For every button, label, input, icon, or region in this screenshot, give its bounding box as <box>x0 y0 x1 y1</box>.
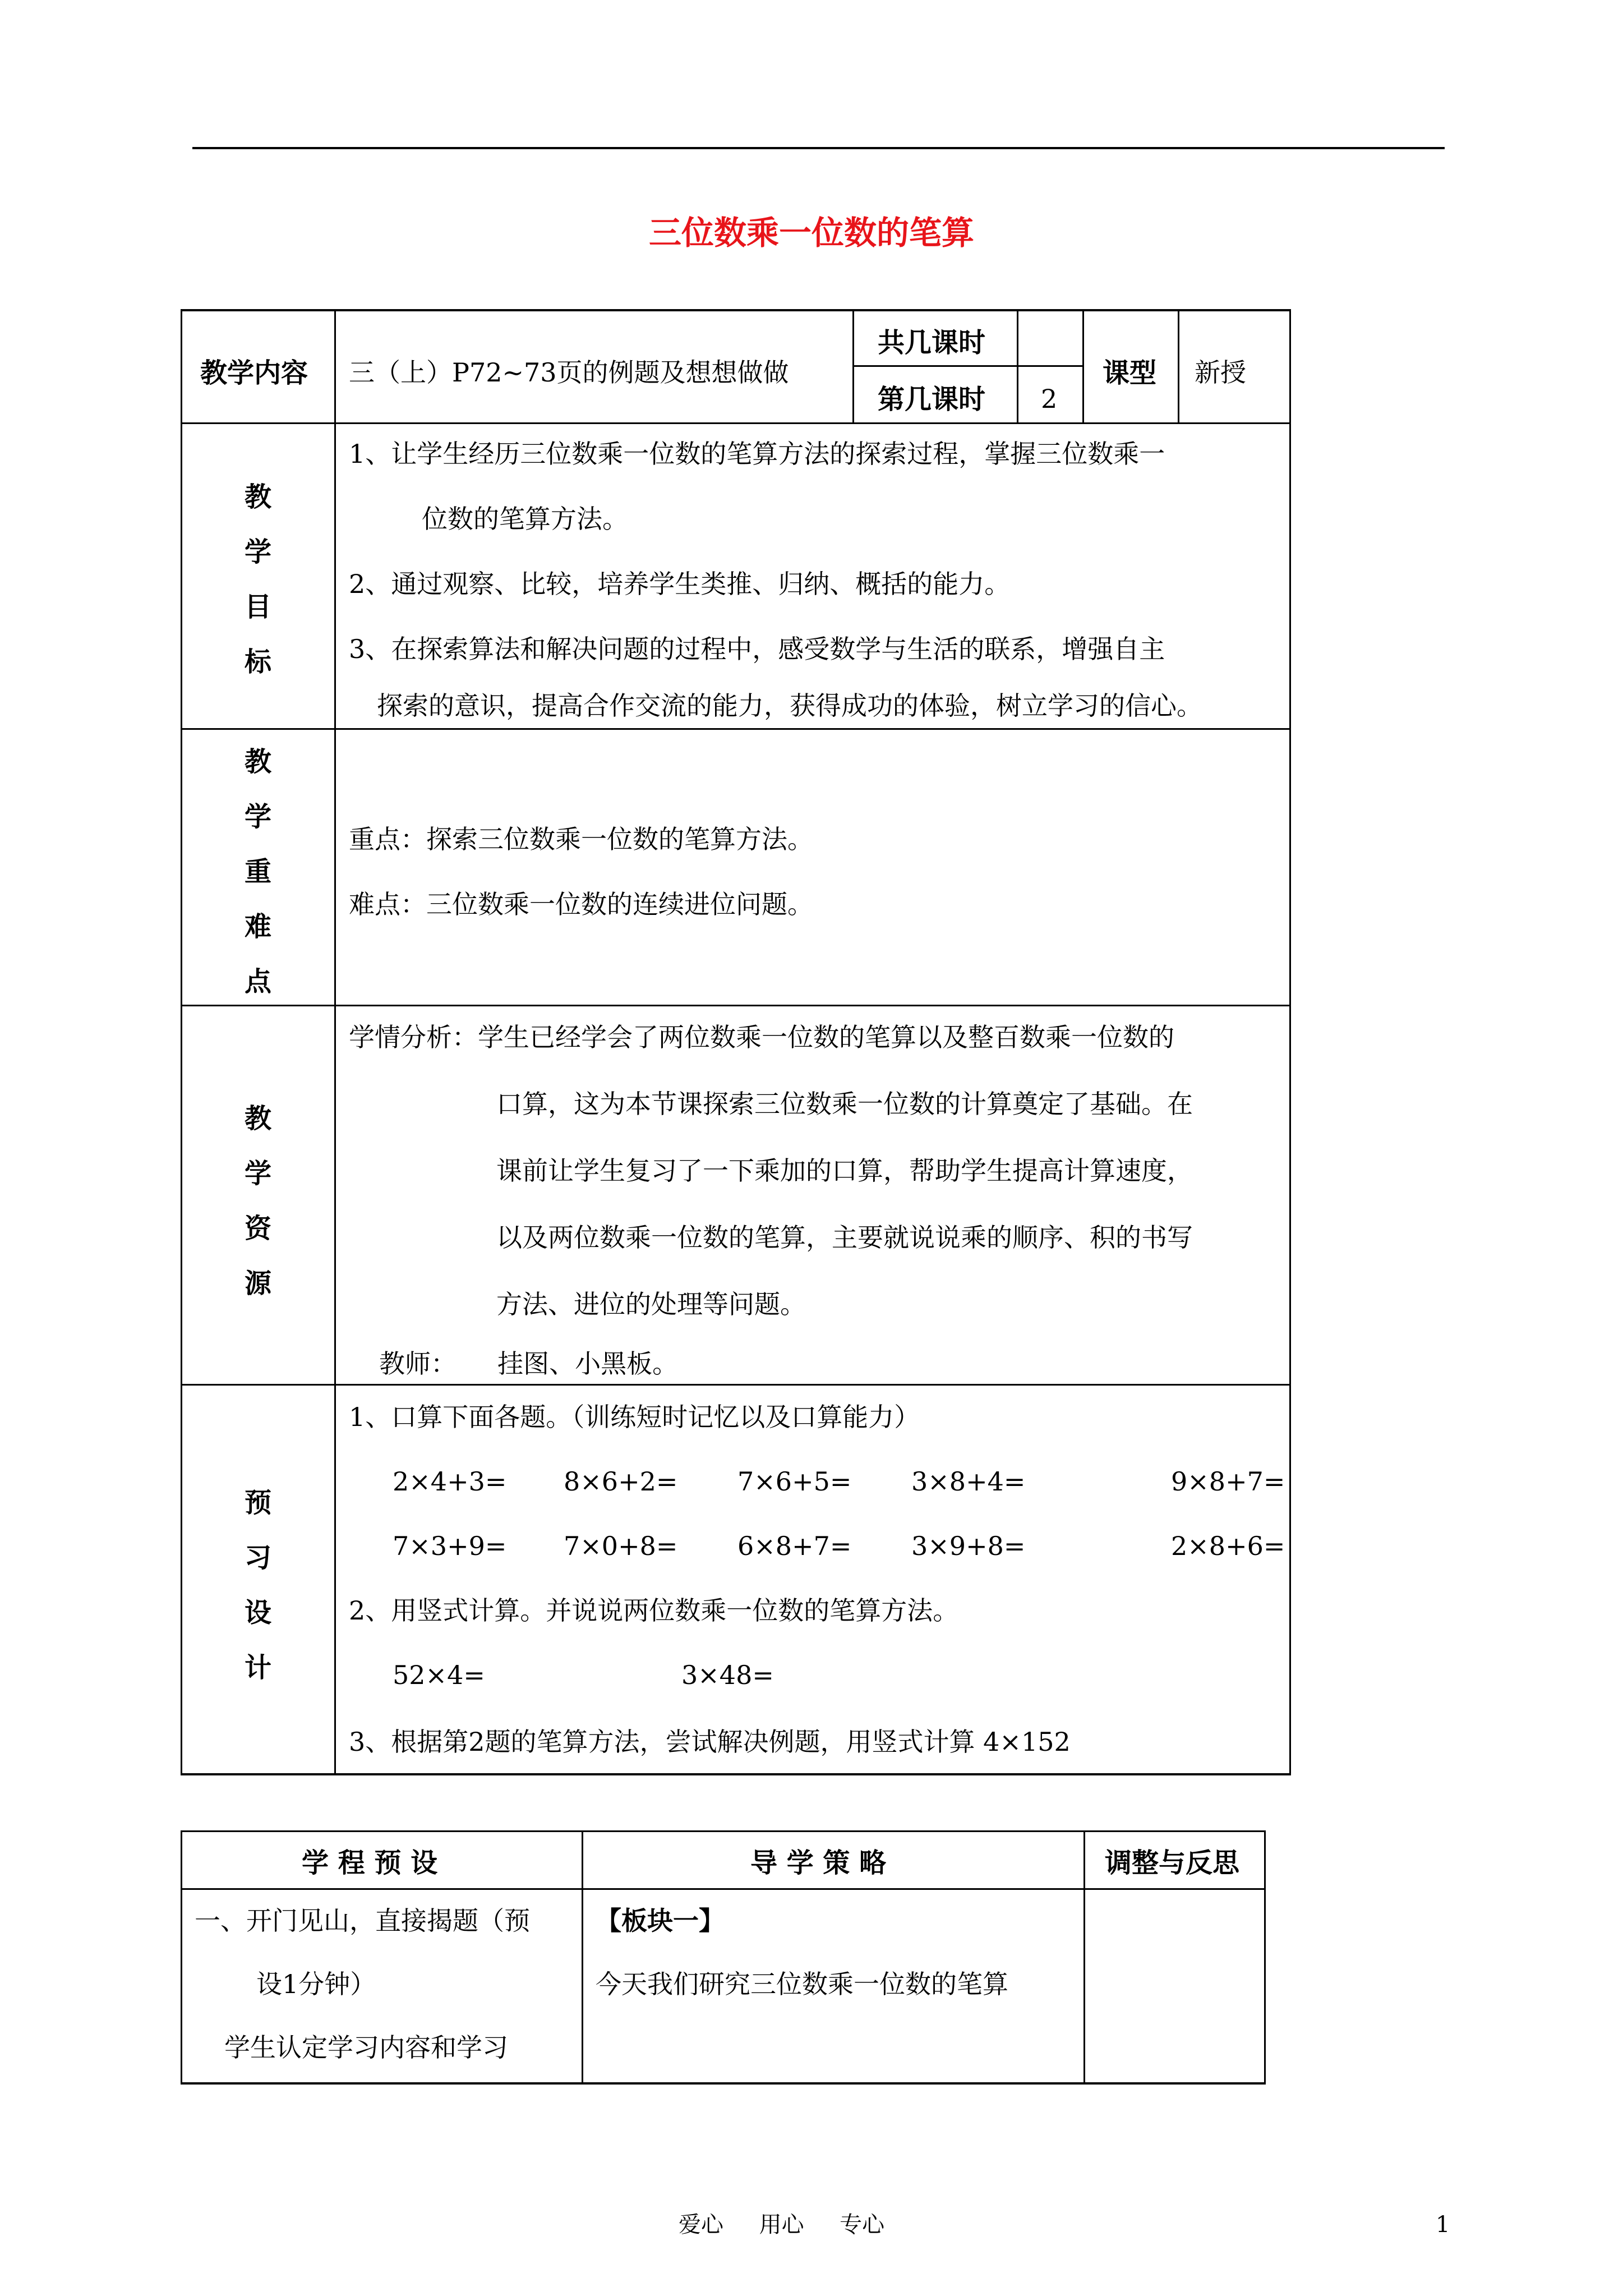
difficulty-text: 难点：三位数乘一位数的连续进位问题。 <box>349 889 813 919</box>
current-lesson-label: 第几课时 <box>878 384 986 415</box>
oral-calc: 7×3+9= <box>393 1531 507 1561</box>
strategy-line: 今天我们研究三位数乘一位数的笔算 <box>596 1969 1008 1999</box>
oral-calc: 6×8+7= <box>737 1531 852 1561</box>
header-guidance-strategy: 导 学 策 略 <box>750 1847 887 1879</box>
content-value: 三（上）P72~73页的例题及想想做做 <box>349 357 789 388</box>
process-line: 一、开门见山，直接揭题（预 <box>195 1906 530 1936</box>
lesson-type-label: 课型 <box>1103 357 1157 389</box>
vertical-calc: 52×4= <box>393 1660 485 1690</box>
vertical-calc: 3×48= <box>681 1660 774 1690</box>
oral-calc: 8×6+2= <box>564 1466 678 1497</box>
header-rule <box>192 147 1445 149</box>
page-number: 1 <box>1436 2212 1450 2238</box>
oral-calc: 2×4+3= <box>393 1466 507 1497</box>
header-learning-process: 学 程 预 设 <box>302 1847 438 1879</box>
preview-item-1: 1、口算下面各题。（训练短时记忆以及口算能力） <box>349 1402 920 1432</box>
header-adjust-reflect: 调整与反思 <box>1105 1847 1240 1879</box>
key-point-text: 重点：探索三位数乘一位数的笔算方法。 <box>349 824 813 854</box>
oral-calc: 3×9+8= <box>911 1531 1026 1561</box>
current-lesson-value: 2 <box>1041 384 1058 414</box>
oral-calc: 7×0+8= <box>564 1531 678 1561</box>
lesson-type-value: 新授 <box>1195 357 1246 388</box>
content-label: 教学内容 <box>200 357 308 389</box>
footer-motto: 爱心 用心 专心 <box>679 2212 885 2238</box>
strategy-line: 【板块一】 <box>596 1906 725 1936</box>
process-line: 设1分钟） <box>256 1969 376 1999</box>
oral-calc: 9×8+7= <box>1171 1466 1285 1497</box>
preview-item-2: 2、用竖式计算。并说说两位数乘一位数的笔算方法。 <box>349 1595 959 1626</box>
oral-calc: 3×8+4= <box>911 1466 1026 1497</box>
oral-calc: 2×8+6= <box>1171 1531 1285 1561</box>
page-title: 三位数乘一位数的笔算 <box>648 214 974 252</box>
oral-calc: 7×6+5= <box>737 1466 852 1497</box>
preview-item-3: 3、根据第2题的笔算方法，尝试解决例题，用竖式计算 4×152 <box>349 1727 1071 1757</box>
total-lessons-label: 共几课时 <box>878 327 986 358</box>
process-line: 学生认定学习内容和学习 <box>224 2032 508 2063</box>
